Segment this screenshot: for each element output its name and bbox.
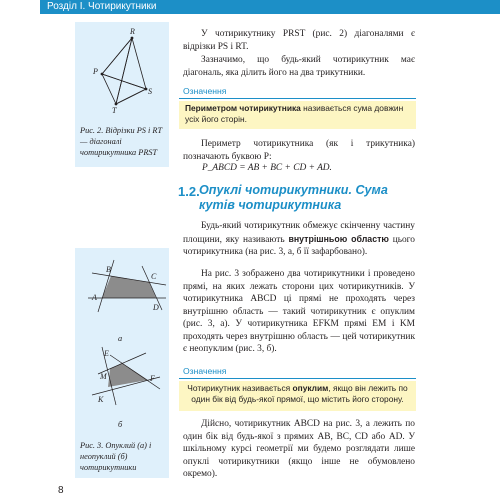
section-header-label: Розділ І. Чотирикутники (47, 1, 157, 12)
definition-2-term: опуклим (292, 383, 329, 393)
figure-3b-sublabel: б (118, 420, 123, 429)
figure-3b-diagram (80, 345, 168, 407)
fig3a-label-C: C (151, 272, 157, 281)
definition-1-box (179, 101, 416, 129)
fig3a-label-B: B (106, 265, 111, 274)
definition-2-label: Означення (183, 366, 227, 376)
fig3b-label-M: M (100, 372, 107, 381)
paragraph-convex-example: Дійсно, чотирикутник ABCD на рис. 3, а лежить по один бік від будь-якої з прямих AB, BC, CD або AD. У шкільному курсі геометрії ми будемо розглядати лише опуклі чотирикутники (якщо інше не обумовлено окремо). (183, 419, 415, 479)
fig3a-label-D: D (153, 303, 159, 312)
definition-1-rule (179, 98, 416, 99)
paragraph-perimeter: Периметр чотирикутника (як і трикутника) позначають буквою P: (183, 139, 415, 162)
fig2-label-T: T (112, 106, 117, 115)
fig3a-label-A: A (92, 293, 97, 302)
definition-2-box (179, 381, 416, 411)
fig2-label-S: S (148, 87, 152, 96)
definition-2-part1: Чотирикутник називається (187, 383, 293, 393)
definition-2-rule (179, 378, 416, 379)
figure-3a-diagram (80, 258, 168, 320)
fig2-label-R: R (130, 27, 135, 36)
definition-1-label: Означення (183, 86, 227, 96)
perimeter-formula: P_ABCD = AB + BC + CD + AD. (202, 163, 332, 173)
definition-2-part2: , якщо він лежить по один бік від будь-якої прямої, що містить його сторону. (191, 383, 408, 404)
definition-1-term: Периметром чотирикутника (185, 103, 301, 113)
fig3b-label-K: K (98, 395, 104, 404)
paragraph-diagonal-split: Зазначимо, що будь-який чотирикутник має діагональ, яка ділить його на два трикутники. (183, 55, 415, 78)
paragraph-diagonals: У чотирикутнику PRST (рис. 2) діагоналями є відрізки PS і RT. (183, 29, 415, 52)
definition-1-text: називається сума довжин усіх його сторін. (185, 103, 404, 124)
fig2-label-P: P (93, 67, 98, 76)
section-number: 1.2. (178, 184, 200, 199)
paragraph-interior-part1: Будь-який чотирикутник обмежує скінченну частину площини, яку називають (183, 221, 415, 245)
page-header (0, 0, 500, 16)
figure-3-caption: Рис. 3. Опуклий (а) і неопуклий (б) чотирикутники (80, 441, 152, 472)
fig3b-label-E: E (104, 349, 109, 358)
paragraph-figure-3: На рис. 3 зображено два чотирикутники і проведено прямі, на яких лежать сторони цих чотирикутників. У чотирикутника ABCD ці прямі не проходять через внутрішню область — такий чотирикутник є опуклим (рис. 3, а). У чотирикутника EFKM прямі EM і KM проходять через внутрішню область — цей чотирикутник є неопуклим (рис. 3, б). (183, 269, 415, 354)
paragraph-interior-part2: цього чотирикутника (на рис. 3, а, б її зафарбовано). (183, 234, 415, 257)
figure-2-diagram (80, 24, 168, 116)
section-title: Опуклі чотирикутники. Сума кутів чотирикутника (199, 183, 388, 212)
fig3b-label-F: F (150, 374, 155, 383)
page-number: 8 (58, 485, 64, 496)
term-interior-region: внутрішньою областю (288, 233, 389, 244)
figure-2-caption: Рис. 2. Відрізки PS і RT — діагоналі чотирикутника PRST (80, 126, 162, 157)
paragraph-interior (183, 220, 415, 259)
figure-3a-sublabel: а (118, 334, 123, 343)
